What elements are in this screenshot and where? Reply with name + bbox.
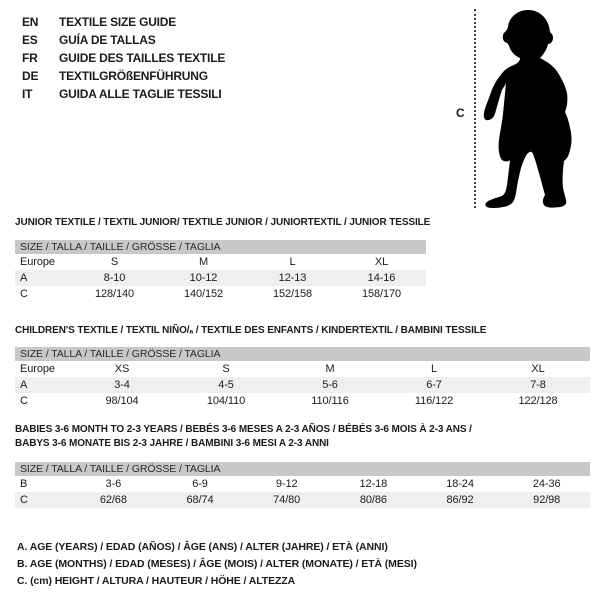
size-cell: 8-10 <box>103 272 126 284</box>
row-label: A <box>20 379 28 391</box>
size-cell: 9-12 <box>275 478 298 490</box>
language-code: DE <box>22 69 39 83</box>
size-cell: L <box>430 363 438 375</box>
language-code: EN <box>22 15 39 29</box>
language-code: FR <box>22 51 38 65</box>
height-marker-label: C <box>456 106 465 120</box>
size-header-bar: SIZE / TALLA / TAILLE / GRÖSSE / TAGLIA <box>15 347 590 361</box>
row-label: A <box>20 272 28 284</box>
size-table-babies <box>15 423 590 508</box>
size-cell: 68/74 <box>186 494 214 506</box>
size-cell: 116/122 <box>414 395 454 407</box>
size-cell: 98/104 <box>105 395 139 407</box>
size-cell: 110/116 <box>311 395 349 407</box>
measurement-legend <box>17 539 417 590</box>
language-row <box>22 85 225 103</box>
size-cell: 62/68 <box>99 494 127 506</box>
size-cell: XL <box>531 363 545 375</box>
table-row <box>15 377 590 393</box>
size-cell: 140/152 <box>183 288 224 300</box>
size-cell: 158/170 <box>361 288 402 300</box>
size-cell: 86/92 <box>446 494 474 506</box>
language-title: TEXTILGRÖßENFÜHRUNG <box>59 69 208 83</box>
size-cell: 104/110 <box>206 395 246 407</box>
language-row <box>22 31 225 49</box>
table-row <box>15 361 590 377</box>
size-cell: 7-8 <box>530 379 546 391</box>
table-title: JUNIOR TEXTILE / TEXTIL JUNIOR/ TEXTILE JUNIOR / JUNIORTEXTIL / JUNIOR TESSILE <box>15 217 431 228</box>
row-label: B <box>20 478 28 490</box>
table-title-line1: BABIES 3-6 MONTH TO 2-3 YEARS / BEBÉS 3-6 MESES A 2-3 AÑOS / BÉBÉS 3-6 MOIS À 2-3 ANS / <box>15 424 472 435</box>
size-cell: 14-16 <box>367 272 396 284</box>
size-cell: 24-36 <box>532 478 561 490</box>
size-cell: 12-13 <box>278 272 307 284</box>
size-table-junior <box>15 216 431 302</box>
size-cell: 12-18 <box>359 478 388 490</box>
language-title: GUIDA ALLE TAGLIE TESSILI <box>59 87 222 101</box>
language-title: GUÍA DE TALLAS <box>59 33 156 47</box>
size-cell: XL <box>374 256 389 268</box>
size-header-bar: SIZE / TALLA / TAILLE / GRÖSSE / TAGLIA <box>15 240 426 254</box>
size-cell: 122/128 <box>518 395 558 407</box>
size-cell: S <box>222 363 230 375</box>
table-row <box>15 476 590 492</box>
table-row <box>15 254 426 270</box>
size-cell: M <box>325 363 335 375</box>
size-cell: 74/80 <box>273 494 301 506</box>
language-title: TEXTILE SIZE GUIDE <box>59 15 177 29</box>
table-row <box>15 393 590 409</box>
height-dotted-line <box>474 9 476 208</box>
size-cell: 128/140 <box>94 288 135 300</box>
size-cell: 6-9 <box>192 478 208 490</box>
table-title-line2: BABYS 3-6 MONATE BIS 2-3 JAHRE / BAMBINI 3-6 MESI A 2-3 ANNI <box>15 438 329 449</box>
row-label: Europe <box>20 256 55 268</box>
language-row <box>22 13 225 31</box>
table-row <box>15 286 426 302</box>
legend-line-a: A. AGE (YEARS) / EDAD (AÑOS) / ÂGE (ANS) / ALTER (JAHRE) / ETÀ (ANNI) <box>17 541 388 553</box>
size-cell: 5-6 <box>322 379 338 391</box>
size-cell: 3-4 <box>114 379 130 391</box>
row-label: C <box>20 395 28 407</box>
baby-silhouette-icon <box>480 8 576 210</box>
table-title: CHILDREN'S TEXTILE / TEXTIL NIÑO/ₐ / TEXTILE DES ENFANTS / KINDERTEXTIL / BAMBINI TESSILE <box>15 325 487 336</box>
language-title: GUIDE DES TAILLES TEXTILE <box>59 51 226 65</box>
size-cell: 4-5 <box>218 379 234 391</box>
size-cell: S <box>110 256 119 268</box>
row-label: C <box>20 288 28 300</box>
language-row <box>22 67 225 85</box>
size-cell: 80/86 <box>359 494 387 506</box>
size-cell: XS <box>114 363 130 375</box>
row-label: Europe <box>20 363 55 375</box>
size-table-children <box>15 324 590 409</box>
legend-line-c: C. (cm) HEIGHT / ALTURA / HAUTEUR / HÖHE / ALTEZZA <box>17 575 296 587</box>
language-code: ES <box>22 33 38 47</box>
size-cell: 18-24 <box>446 478 474 490</box>
size-cell: 152/158 <box>272 288 313 300</box>
size-cell: 3-6 <box>105 478 122 490</box>
table-row <box>15 492 590 508</box>
size-cell: 10-12 <box>189 272 218 284</box>
language-code: IT <box>22 87 33 101</box>
legend-line-b: B. AGE (MONTHS) / EDAD (MESES) / ÂGE (MOIS) / ALTER (MONATE) / ETÀ (MESI) <box>17 558 417 570</box>
size-cell: 92/98 <box>533 494 561 506</box>
size-header-bar: SIZE / TALLA / TAILLE / GRÖSSE / TAGLIA <box>15 462 590 476</box>
row-label: C <box>20 494 28 506</box>
language-title-list <box>22 13 225 103</box>
size-cell: M <box>198 256 209 268</box>
language-row <box>22 49 225 67</box>
size-cell: L <box>289 256 296 268</box>
table-row <box>15 270 426 286</box>
size-cell: 6-7 <box>426 379 442 391</box>
